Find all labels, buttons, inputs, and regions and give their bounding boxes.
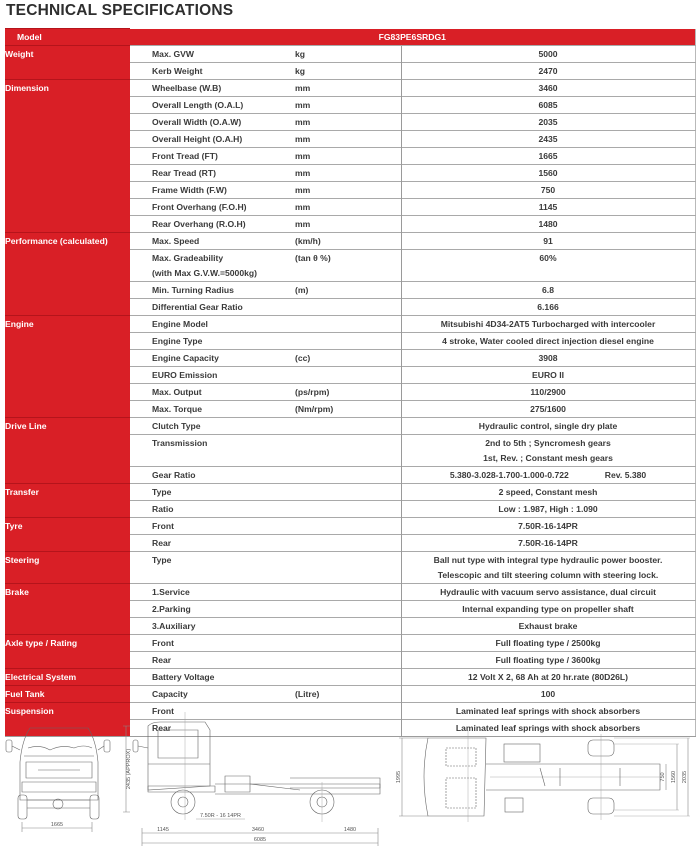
spec-unit: mm [293, 165, 401, 182]
spec-value-text: 60% [539, 253, 557, 263]
spec-value-text: 6.166 [537, 302, 559, 312]
spec-value [401, 114, 695, 131]
spec-item-label: Frame Width (F.W) [152, 185, 227, 195]
spec-item [130, 467, 293, 484]
spec-item-label: Differential Gear Ratio [152, 302, 243, 312]
spec-value-text: Hydraulic control, single dry plate [478, 421, 618, 431]
spec-item-label: Type [152, 487, 172, 497]
spec-item [130, 299, 293, 316]
spec-item [130, 199, 293, 216]
spec-item-label: Wheelbase (W.B) [152, 83, 222, 93]
spec-value-text: Laminated leaf springs with shock absorbers [455, 706, 641, 716]
spec-item-label: Rear [152, 655, 172, 665]
spec-value [401, 501, 695, 518]
spec-item-label: 3.Auxiliary [152, 621, 196, 631]
spec-item-label: Max. GVW [152, 49, 195, 59]
spec-value [401, 669, 695, 686]
model-row [5, 29, 695, 46]
spec-unit: (Nm/rpm) [293, 401, 401, 418]
spec-item-label: 2.Parking [152, 604, 191, 614]
spec-item [130, 216, 293, 233]
spec-value [401, 63, 695, 80]
spec-row [5, 46, 695, 63]
spec-unit [293, 501, 401, 518]
spec-value [401, 350, 695, 367]
spec-value-text: Hydraulic with vacuum servo assistance, dual circuit [440, 587, 656, 597]
spec-item-label: Ratio [152, 504, 174, 514]
spec-unit [293, 635, 401, 652]
spec-value [401, 182, 695, 199]
spec-item [130, 584, 293, 601]
top-view-drawing [399, 730, 690, 822]
spec-value [401, 299, 695, 316]
spec-item-label: Rear Overhang (R.O.H) [152, 219, 246, 229]
spec-value [401, 418, 695, 435]
spec-row [5, 635, 695, 652]
spec-item-label: Clutch Type [152, 421, 201, 431]
spec-unit: mm [293, 80, 401, 97]
spec-item-label: Type [152, 555, 172, 565]
spec-item-sublabel: (with Max G.V.W.=5000kg) [152, 268, 257, 278]
spec-value [401, 467, 695, 484]
spec-value-text: 3460 [538, 83, 558, 93]
page-title: TECHNICAL SPECIFICATIONS [6, 2, 234, 19]
spec-item [130, 148, 293, 165]
spec-item-label: Overall Length (O.A.L) [152, 100, 244, 110]
spec-item [130, 63, 293, 80]
spec-value-text: 2 speed, Constant mesh [498, 487, 598, 497]
spec-item-label: Overall Height (O.A.H) [152, 134, 243, 144]
spec-item-label: Max. Torque [152, 404, 202, 414]
spec-item-label: Rear [152, 538, 172, 548]
spec-unit [293, 418, 401, 435]
category-label: Suspension [5, 703, 130, 737]
spec-value [401, 635, 695, 652]
spec-value [401, 46, 695, 63]
spec-value [401, 552, 695, 584]
spec-item-label: Rear Tread (RT) [152, 168, 216, 178]
spec-value-text: 100 [540, 689, 556, 699]
spec-row [5, 669, 695, 686]
spec-value [401, 601, 695, 618]
spec-item [130, 652, 293, 669]
model-value: FG83PE6SRDG1 [130, 29, 695, 46]
spec-unit [293, 484, 401, 501]
spec-unit [293, 669, 401, 686]
spec-unit [293, 535, 401, 552]
spec-unit [293, 467, 401, 484]
spec-item [130, 165, 293, 182]
spec-item [130, 618, 293, 635]
spec-item-label: Capacity [152, 689, 188, 699]
spec-item [130, 97, 293, 114]
spec-value-text: 2470 [538, 66, 558, 76]
spec-value-text: Mitsubishi 4D34-2AT5 Turbocharged with intercooler [440, 319, 656, 329]
spec-value-text: Full floating type / 3600kg [495, 655, 601, 665]
spec-value [401, 584, 695, 601]
spec-item [130, 250, 293, 282]
spec-unit: (Litre) [293, 686, 401, 703]
spec-item-label: Front [152, 706, 174, 716]
spec-unit [293, 618, 401, 635]
spec-unit: mm [293, 182, 401, 199]
spec-unit: kg [293, 63, 401, 80]
category-label: Dimension [5, 80, 130, 233]
spec-item-label: Front [152, 521, 174, 531]
model-label: Model [5, 29, 130, 46]
spec-value-text: 1560 [538, 168, 558, 178]
spec-row [5, 484, 695, 501]
spec-value-text: 7.50R-16-14PR [518, 521, 578, 531]
spec-value-text: Laminated leaf springs with shock absorbers [455, 723, 641, 733]
gear-ratio-value: 5.380-3.028-1.700-1.000-0.722 [449, 470, 569, 480]
front-view-drawing [6, 728, 110, 832]
spec-item [130, 552, 293, 584]
spec-value [401, 384, 695, 401]
spec-unit: mm [293, 114, 401, 131]
height-label: 2435 (APPROX) [126, 748, 132, 790]
category-label: Transfer [5, 484, 130, 518]
spec-item [130, 501, 293, 518]
cab-width-label: 1995 [396, 770, 402, 784]
spec-value [401, 165, 695, 182]
spec-unit: mm [293, 131, 401, 148]
spec-value [401, 333, 695, 350]
category-label: Drive Line [5, 418, 130, 484]
spec-value-text: 91 [543, 236, 553, 246]
spec-value-text: 750 [540, 185, 556, 195]
spec-item-label: Gear Ratio [152, 470, 196, 480]
spec-item [130, 384, 293, 401]
spec-table [5, 28, 696, 737]
spec-value [401, 484, 695, 501]
spec-unit: (m) [293, 282, 401, 299]
spec-value [401, 250, 695, 282]
spec-item [130, 182, 293, 199]
spec-unit: (tan θ %) [293, 250, 401, 282]
spec-unit: (km/h) [293, 233, 401, 250]
spec-value-text: 7.50R-16-14PR [518, 538, 578, 548]
spec-row [5, 233, 695, 250]
rear-overhang-label: 1480 [343, 827, 357, 833]
spec-unit: (ps/rpm) [293, 384, 401, 401]
spec-row [5, 584, 695, 601]
spec-item [130, 601, 293, 618]
spec-item-label: Front [152, 638, 174, 648]
spec-item [130, 131, 293, 148]
spec-item-label: Min. Turning Radius [152, 285, 234, 295]
spec-item-label: Engine Model [152, 319, 208, 329]
spec-value [401, 131, 695, 148]
spec-value-text: Ball nut type with integral type hydraulic power booster. [433, 555, 663, 565]
category-label: Fuel Tank [5, 686, 130, 703]
spec-value [401, 518, 695, 535]
spec-value-text: 5000 [538, 49, 558, 59]
spec-value-text: Exhaust brake [518, 621, 578, 631]
spec-value-text: 12 Volt X 2, 68 Ah at 20 hr.rate (80D26L) [468, 672, 629, 682]
spec-item [130, 535, 293, 552]
spec-value-text: Internal expanding type on propeller shaft [462, 604, 634, 614]
category-label: Electrical System [5, 669, 130, 686]
spec-value [401, 148, 695, 165]
spec-unit [293, 652, 401, 669]
spec-item-label: Rear [152, 723, 172, 733]
spec-value-text: Full floating type / 2500kg [495, 638, 601, 648]
side-view-drawing [123, 712, 380, 846]
overall-width-label: 2035 [682, 770, 688, 784]
spec-item-label: Engine Capacity [152, 353, 219, 363]
spec-value-text: Low : 1.987, High : 1.090 [498, 504, 598, 514]
spec-item-label: Overall Width (O.A.W) [152, 117, 242, 127]
spec-value-text: 1145 [538, 202, 558, 212]
category-label: Steering [5, 552, 130, 584]
spec-row [5, 316, 695, 333]
spec-unit [293, 333, 401, 350]
spec-value-text: 3908 [538, 353, 558, 363]
spec-value-text: 2nd to 5th ; Syncromesh gears [485, 438, 611, 448]
spec-item-label: EURO Emission [152, 370, 218, 380]
spec-item-label: Kerb Weight [152, 66, 203, 76]
category-label: Axle type / Rating [5, 635, 130, 669]
spec-unit: (cc) [293, 350, 401, 367]
spec-unit: mm [293, 199, 401, 216]
category-label: Weight [5, 46, 130, 80]
spec-item [130, 316, 293, 333]
spec-item-label: Front Tread (FT) [152, 151, 218, 161]
spec-unit: mm [293, 148, 401, 165]
spec-item [130, 350, 293, 367]
spec-value-text: 2435 [538, 134, 558, 144]
spec-value [401, 652, 695, 669]
spec-item-label: 1.Service [152, 587, 190, 597]
category-label: Brake [5, 584, 130, 635]
spec-unit [293, 601, 401, 618]
spec-item [130, 367, 293, 384]
spec-item-label: Battery Voltage [152, 672, 215, 682]
spec-item [130, 333, 293, 350]
spec-value [401, 216, 695, 233]
spec-value [401, 199, 695, 216]
spec-value [401, 80, 695, 97]
wheelbase-label: 3460 [251, 827, 265, 833]
spec-item [130, 418, 293, 435]
spec-item [130, 114, 293, 131]
spec-unit [293, 367, 401, 384]
spec-row [5, 518, 695, 535]
category-label: Tyre [5, 518, 130, 552]
front-tread-label: 1665 [50, 822, 64, 828]
spec-value-text: 2035 [538, 117, 558, 127]
spec-item [130, 233, 293, 250]
spec-item [130, 669, 293, 686]
spec-item [130, 484, 293, 501]
spec-item-label: Front Overhang (F.O.H) [152, 202, 247, 212]
vehicle-drawings [0, 700, 700, 852]
spec-value [401, 401, 695, 418]
spec-unit [293, 299, 401, 316]
spec-row [5, 80, 695, 97]
spec-value [401, 367, 695, 384]
spec-value [401, 97, 695, 114]
spec-value-text-line2: Telescopic and tilt steering column with steering lock. [437, 570, 659, 580]
spec-unit [293, 584, 401, 601]
spec-unit [293, 552, 401, 584]
spec-unit [293, 435, 401, 467]
spec-item-label: Max. Output [152, 387, 202, 397]
category-label: Engine [5, 316, 130, 418]
spec-value [401, 282, 695, 299]
spec-value-text: 110/2900 [530, 387, 566, 397]
rear-tread-label: 1560 [671, 770, 677, 784]
category-label: Performance (calculated) [5, 233, 130, 316]
spec-unit: mm [293, 97, 401, 114]
spec-value [401, 435, 695, 467]
spec-unit [293, 316, 401, 333]
spec-item [130, 46, 293, 63]
spec-unit: kg [293, 46, 401, 63]
spec-value [401, 535, 695, 552]
spec-row [5, 418, 695, 435]
spec-value [401, 618, 695, 635]
spec-value [401, 316, 695, 333]
spec-item-label: Transmission [152, 438, 208, 448]
overall-length-label: 6085 [253, 837, 267, 843]
spec-value-text: 6.8 [542, 285, 554, 295]
spec-unit [293, 518, 401, 535]
spec-value-text: 275/1600 [530, 404, 566, 414]
spec-value-text: 1665 [538, 151, 558, 161]
spec-value-text: 4 stroke, Water cooled direct injection diesel engine [442, 336, 654, 346]
spec-item [130, 282, 293, 299]
spec-item [130, 635, 293, 652]
spec-item [130, 401, 293, 418]
spec-item [130, 435, 293, 467]
tyre-label: 7.50R - 16 14PR [200, 813, 241, 819]
frame-width-label: 750 [660, 772, 666, 782]
spec-item-label: Max. Speed [152, 236, 200, 246]
spec-item [130, 80, 293, 97]
spec-item [130, 518, 293, 535]
spec-item-label: Engine Type [152, 336, 203, 346]
spec-row [5, 552, 695, 584]
front-overhang-label: 1145 [157, 827, 169, 833]
spec-item-label: Max. Gradeability [152, 253, 224, 263]
reverse-ratio-value: Rev. 5.380 [604, 470, 647, 480]
spec-value-text: EURO II [532, 370, 565, 380]
spec-value-text-line2: 1st, Rev. ; Constant mesh gears [483, 453, 613, 463]
spec-value-text: 1480 [538, 219, 558, 229]
spec-value-text: 6085 [538, 100, 558, 110]
spec-unit: mm [293, 216, 401, 233]
spec-value [401, 233, 695, 250]
